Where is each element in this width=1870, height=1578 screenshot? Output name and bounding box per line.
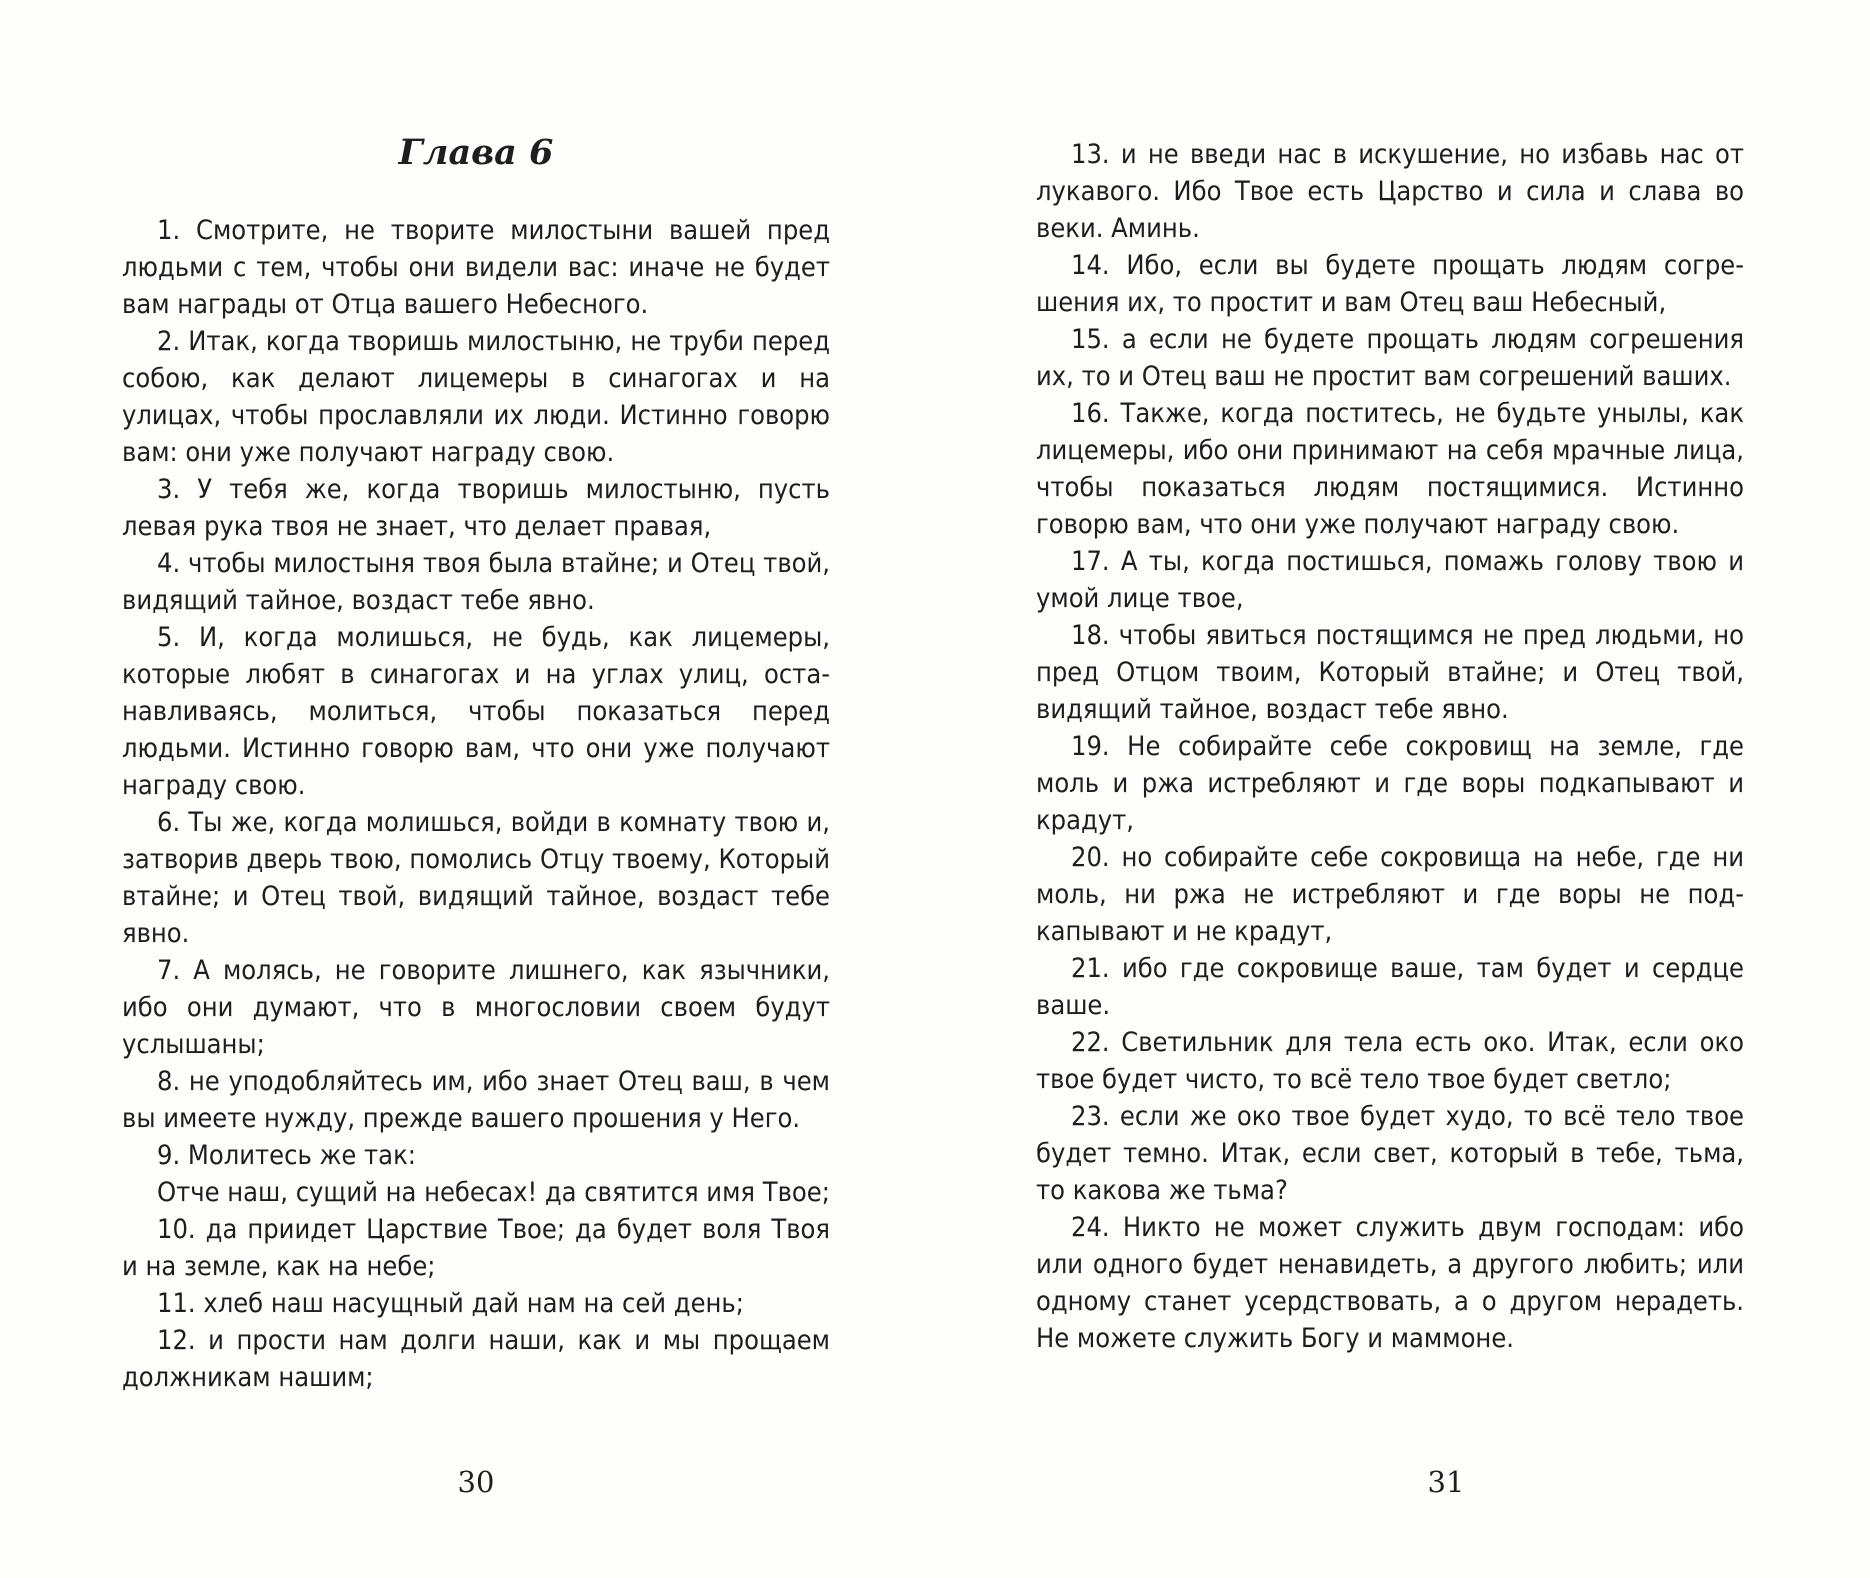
verse: 22. Светильник для тела есть око. Итак, если око твое будет чисто, то всё тело твое будет светло; (1036, 1027, 1744, 1095)
verse: 21. ибо где сокровище ваше, там будет и сердце ваше. (1036, 953, 1744, 1021)
right-page (935, 0, 1870, 1578)
verse: 17. А ты, когда постишься, помажь голову твою и умой лице твое, (1036, 546, 1744, 614)
verse: 5. И, когда молишься, не будь, как лицемеры, которые любят в синагогах и на углах улиц, останавливаясь, молиться, чтобы показаться перед людьми. Истинно говорю вам, что они уже получают награду свою. (122, 622, 830, 801)
verse: 1. Смотрите, не творите милостыни вашей пред людьми с тем, чтобы они видели вас: иначе не будет вам награды от Отца вашего Небесного. (122, 215, 830, 320)
page-number: 31 (1427, 1465, 1465, 1499)
verse: 19. Не собирайте себе сокровищ на земле, где моль и ржа истребляют и где воры подкапывают и крадут, (1036, 731, 1744, 836)
verse: Отче наш, сущий на небесах! да святится имя Твое; (157, 1177, 830, 1208)
verse: 4. чтобы милостыня твоя была втайне; и Отец твой, видящий тайное, воздаст тебе явно. (122, 548, 830, 616)
verse: 20. но собирайте себе сокровища на небе, где ни моль, ни ржа не истребляют и где воры не подкапывают и не крадут, (1036, 842, 1744, 947)
verse: 7. А молясь, не говорите лишнего, как язычники, ибо они думают, что в многословии своем будут услышаны; (122, 955, 830, 1060)
verse: 9. Молитесь же так: (157, 1140, 416, 1171)
verse: 14. Ибо, если вы будете прощать людям согрешения их, то простит и вам Отец ваш Небесный, (1036, 250, 1744, 318)
verse: 3. У тебя же, когда творишь милостыню, пусть левая рука твоя не знает, что делает правая, (122, 474, 830, 542)
verse: 8. не уподобляйтесь им, ибо знает Отец ваш, в чем вы имеете нужду, прежде вашего прошения у Него. (122, 1066, 830, 1134)
verse: 6. Ты же, когда молишься, войди в комнату твою и, затворив дверь твою, помолись Отцу твоему, Который втайне; и Отец твой, видящий тайное, воздаст тебе явно. (122, 807, 830, 949)
verse: 23. если же око твое будет худо, то всё тело твое будет темно. Итак, если свет, который в тебе, тьма, то какова же тьма? (1036, 1101, 1744, 1206)
right-page-text (1036, 136, 1744, 1357)
verse: 12. и прости нам долги наши, как и мы прощаем должникам нашим; (122, 1325, 830, 1393)
verse: 24. Никто не может служить двум господам: ибо или одного будет ненавидеть, а другого любить; или одному станет усердствовать, а о другом нерадеть. Не можете служить Богу и маммоне. (1036, 1212, 1744, 1354)
verse: 11. хлеб наш насущный дай нам на сей день; (157, 1288, 744, 1319)
verse: 18. чтобы явиться постящимся не пред людьми, но пред Отцом твоим, Который втайне; и Отец твой, видящий тайное, воздаст тебе явно. (1036, 620, 1744, 725)
verse: 10. да приидет Царствие Твое; да будет воля Твоя и на земле, как на небе; (122, 1214, 830, 1282)
chapter-heading: Глава 6 (398, 132, 554, 173)
verse: 16. Также, когда поститесь, не будьте унылы, как лицемеры, ибо они принимают на себя мрачные лица, чтобы показаться людям постящимися. Истинно говорю вам, что они уже получают награду свою. (1036, 398, 1744, 540)
verse: 2. Итак, когда творишь милостыню, не труби перед собою, как делают лицемеры в синагогах и на улицах, чтобы прославляли их люди. Истинно говорю вам: они уже получают награду свою. (122, 326, 830, 468)
left-page-text (122, 212, 830, 1396)
verse: 13. и не введи нас в искушение, но избавь нас от лукавого. Ибо Твое есть Царство и сила и слава во веки. Аминь. (1036, 139, 1744, 244)
verse: 15. а если не будете прощать людям согрешения их, то и Отец ваш не простит вам согрешений ваших. (1036, 324, 1744, 392)
page-number: 30 (457, 1465, 495, 1499)
